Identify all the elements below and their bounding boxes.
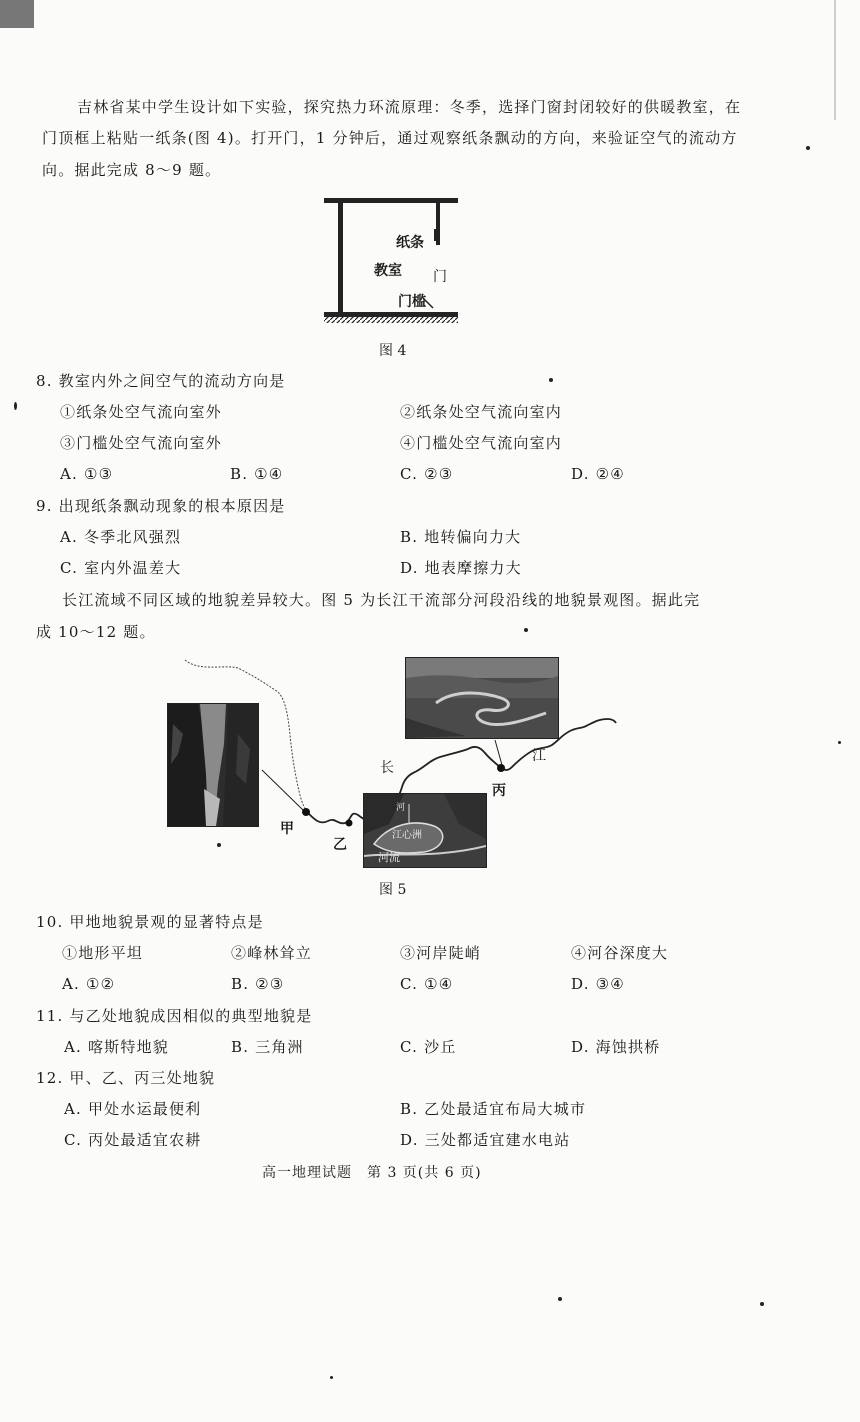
fig4-label-door: 门 <box>433 269 447 285</box>
q8-statement-2: ②纸条处空气流向室内 <box>400 403 563 421</box>
figure-4-caption: 图 4 <box>379 343 407 359</box>
q9-option-a[interactable]: A. 冬季北风强烈 <box>60 528 182 546</box>
q10-statement-1: ①地形平坦 <box>62 944 144 962</box>
q9-option-b[interactable]: B. 地转偏向力大 <box>400 528 522 546</box>
photo-yi-text-river: 河流 <box>378 851 400 864</box>
q12-option-a[interactable]: A. 甲处水运最便利 <box>64 1100 202 1118</box>
fig4-label-paper: 纸条 <box>396 235 424 251</box>
q8-stem: 8. 教室内外之间空气的流动方向是 <box>36 372 286 390</box>
photo-bing-meander <box>405 657 559 739</box>
q8-option-c[interactable]: C. ②③ <box>400 465 454 483</box>
scan-corner-mark <box>0 0 34 28</box>
q11-option-d[interactable]: D. 海蚀拱桥 <box>571 1038 661 1056</box>
scan-speck <box>14 402 17 410</box>
scan-speck <box>838 741 841 744</box>
figure-5-caption: 图 5 <box>379 882 407 898</box>
q12-stem: 12. 甲、乙、丙三处地貌 <box>36 1069 216 1087</box>
scan-edge-line <box>834 0 836 120</box>
fig5-label-jia: 甲 <box>280 821 294 837</box>
q10-statement-3: ③河岸陡峭 <box>400 944 482 962</box>
q10-option-c[interactable]: C. ①④ <box>400 975 454 993</box>
q8-option-a[interactable]: A. ①③ <box>60 465 114 483</box>
q9-stem: 9. 出现纸条飘动现象的根本原因是 <box>36 497 286 515</box>
fig5-label-chang: 长 <box>380 760 394 776</box>
q10-option-a[interactable]: A. ①② <box>62 975 116 993</box>
fig4-label-room: 教室 <box>374 263 402 279</box>
q8-statement-1: ①纸条处空气流向室外 <box>60 403 223 421</box>
q10-option-d[interactable]: D. ③④ <box>571 975 625 993</box>
fig4-label-threshold: 门槛 <box>398 294 426 310</box>
scan-speck <box>549 378 553 382</box>
intro2-line1: 长江流域不同区域的地貌差异较大。图 5 为长江干流部分河段沿线的地貌景观图。据此完 <box>62 591 701 609</box>
intro1-line3: 向。据此完成 8～9 题。 <box>42 161 222 179</box>
q12-option-c[interactable]: C. 丙处最适宜农耕 <box>64 1131 202 1149</box>
page-footer: 高一地理试题 第 3 页(共 6 页) <box>262 1165 482 1181</box>
q11-option-a[interactable]: A. 喀斯特地貌 <box>64 1038 169 1056</box>
q11-option-b[interactable]: B. 三角洲 <box>231 1038 304 1056</box>
q10-stem: 10. 甲地地貌景观的显著特点是 <box>36 913 264 931</box>
q11-option-c[interactable]: C. 沙丘 <box>400 1038 457 1056</box>
q8-option-b[interactable]: B. ①④ <box>230 465 284 483</box>
scan-speck <box>217 843 221 847</box>
scan-speck <box>524 628 528 632</box>
photo-yi-text-island: 江心洲 <box>392 830 422 841</box>
scan-speck <box>806 146 810 150</box>
q12-option-d[interactable]: D. 三处都适宜建水电站 <box>400 1131 571 1149</box>
q10-statement-2: ②峰林耸立 <box>231 944 313 962</box>
intro1-line1: 吉林省某中学生设计如下实验，探究热力环流原理：冬季，选择门窗封闭较好的供暖教室，在 <box>77 98 742 116</box>
scan-speck <box>760 1302 764 1306</box>
q9-option-d[interactable]: D. 地表摩擦力大 <box>400 559 522 577</box>
fig5-label-bing: 丙 <box>492 783 506 799</box>
q8-statement-4: ④门槛处空气流向室内 <box>400 434 563 452</box>
photo-jia-gorge <box>167 703 259 827</box>
fig5-label-jiang: 江 <box>532 748 546 764</box>
q9-option-c[interactable]: C. 室内外温差大 <box>60 559 182 577</box>
scan-speck <box>330 1376 333 1379</box>
q11-stem: 11. 与乙处地貌成因相似的典型地貌是 <box>36 1007 313 1025</box>
q12-option-b[interactable]: B. 乙处最适宜布局大城市 <box>400 1100 587 1118</box>
q8-option-d[interactable]: D. ②④ <box>571 465 625 483</box>
q10-option-b[interactable]: B. ②③ <box>231 975 285 993</box>
q8-statement-3: ③门槛处空气流向室外 <box>60 434 223 452</box>
intro2-line2: 成 10～12 题。 <box>36 623 156 641</box>
q10-statement-4: ④河谷深度大 <box>571 944 669 962</box>
scan-speck <box>558 1297 562 1301</box>
intro1-line2: 门顶框上粘贴一纸条(图 4)。打开门，1 分钟后，通过观察纸条飘动的方向，来验证空气的流动方 <box>42 129 738 147</box>
photo-yi-text-river-top: 河 <box>396 803 406 813</box>
fig5-label-yi: 乙 <box>333 837 347 853</box>
